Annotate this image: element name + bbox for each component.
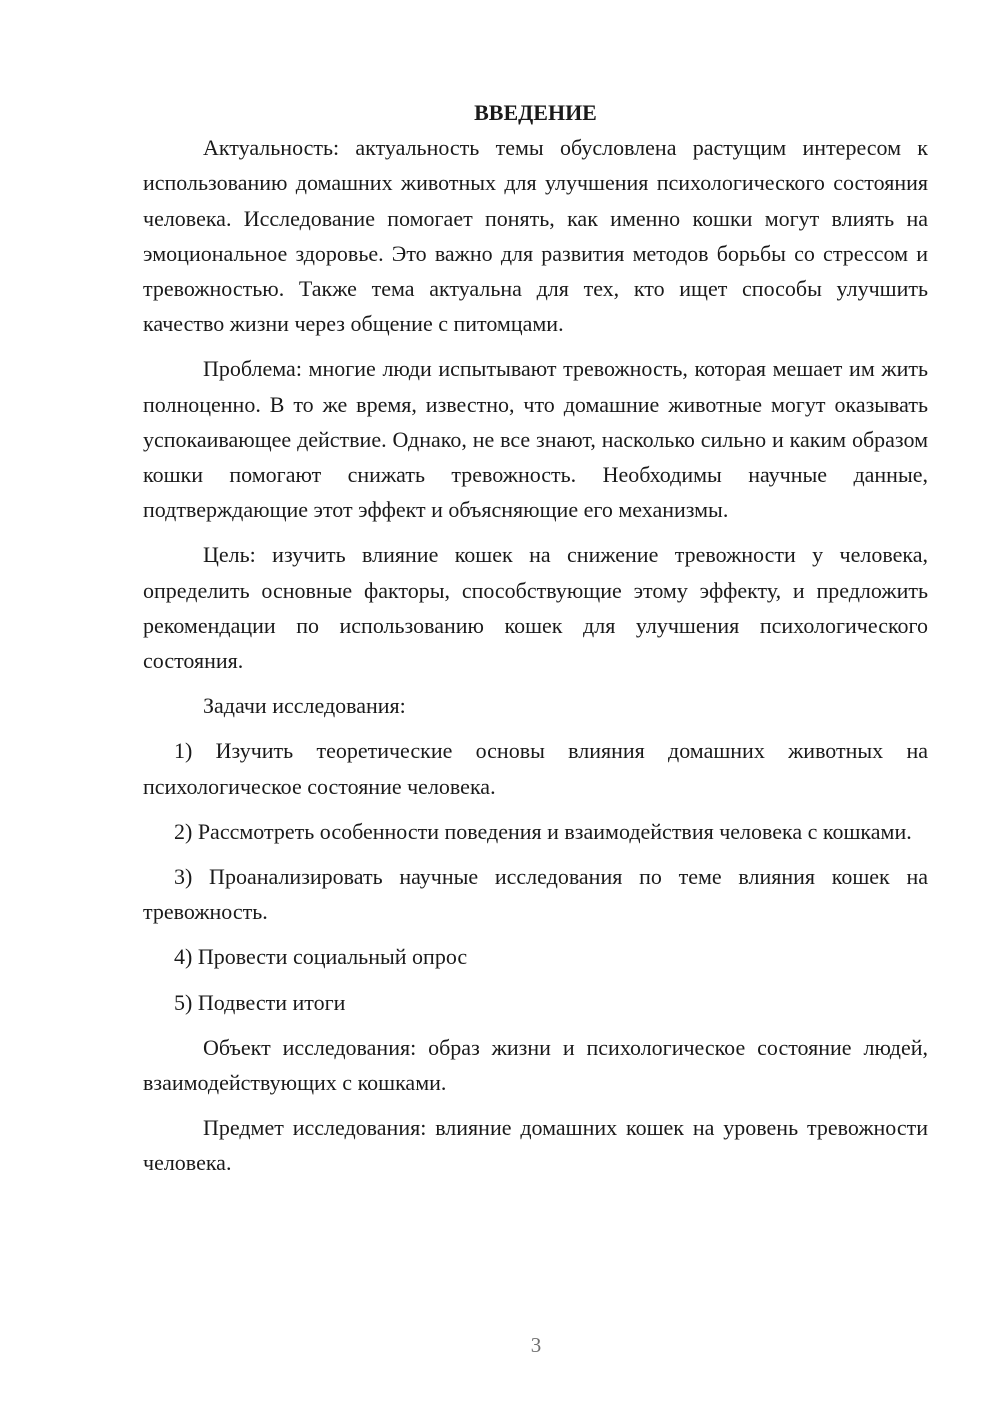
task-item-5: 5) Подвести итоги bbox=[174, 989, 346, 1015]
paragraph-subject: Предмет исследования: влияние домашних кошек на уровень тревожности человека. bbox=[143, 1115, 928, 1176]
page-content bbox=[143, 95, 928, 1181]
task-item-2: 2) Рассмотреть особенности поведения и взаимодействия человека с кошками. bbox=[174, 818, 912, 844]
page-number: 3 bbox=[530, 1333, 542, 1357]
tasks-heading: Задачи исследования: bbox=[203, 693, 406, 719]
paragraph-problem: Проблема: многие люди испытывают тревожность, которая мешает им жить полноценно. В то же время, известно, что домашние животные могут оказывать успокаивающее действие. Однако, не все знают, насколько сильно и каким образом кошки помогают снижать тревожность. Необходимы научные данные, подтверждающие этот эффект и объясняющие его механизмы. bbox=[143, 356, 928, 523]
task-item-3: 3) Проанализировать научные исследования по теме влияния кошек на тревожность. bbox=[143, 864, 928, 925]
paragraph-object: Объект исследования: образ жизни и психологическое состояние людей, взаимодействующих с кошками. bbox=[143, 1034, 928, 1096]
paragraph-relevance: Актуальность: актуальность темы обусловлена растущим интересом к использованию домашних животных для улучшения психологического состояния человека. Исследование помогает понять, как именно кошки могут влиять на эмоциональное здоровье. Это важно для развития методов борьбы со стрессом и тревожностью. Также тема актуальна для тех, кто ищет способы улучшить качество жизни через общение с питомцами. bbox=[143, 135, 928, 337]
task-item-1: 1) Изучить теоретические основы влияния домашних животных на психологическое состояние человека. bbox=[143, 738, 928, 799]
task-item-4: 4) Провести социальный опрос bbox=[174, 944, 468, 970]
paragraph-goal: Цель: изучить влияние кошек на снижение тревожности у человека, определить основные факторы, способствующие этому эффекту, и предложить рекомендации по использованию кошек для улучшения психологического состояния. bbox=[143, 542, 928, 674]
page-title: ВВЕДЕНИЕ bbox=[474, 100, 597, 125]
